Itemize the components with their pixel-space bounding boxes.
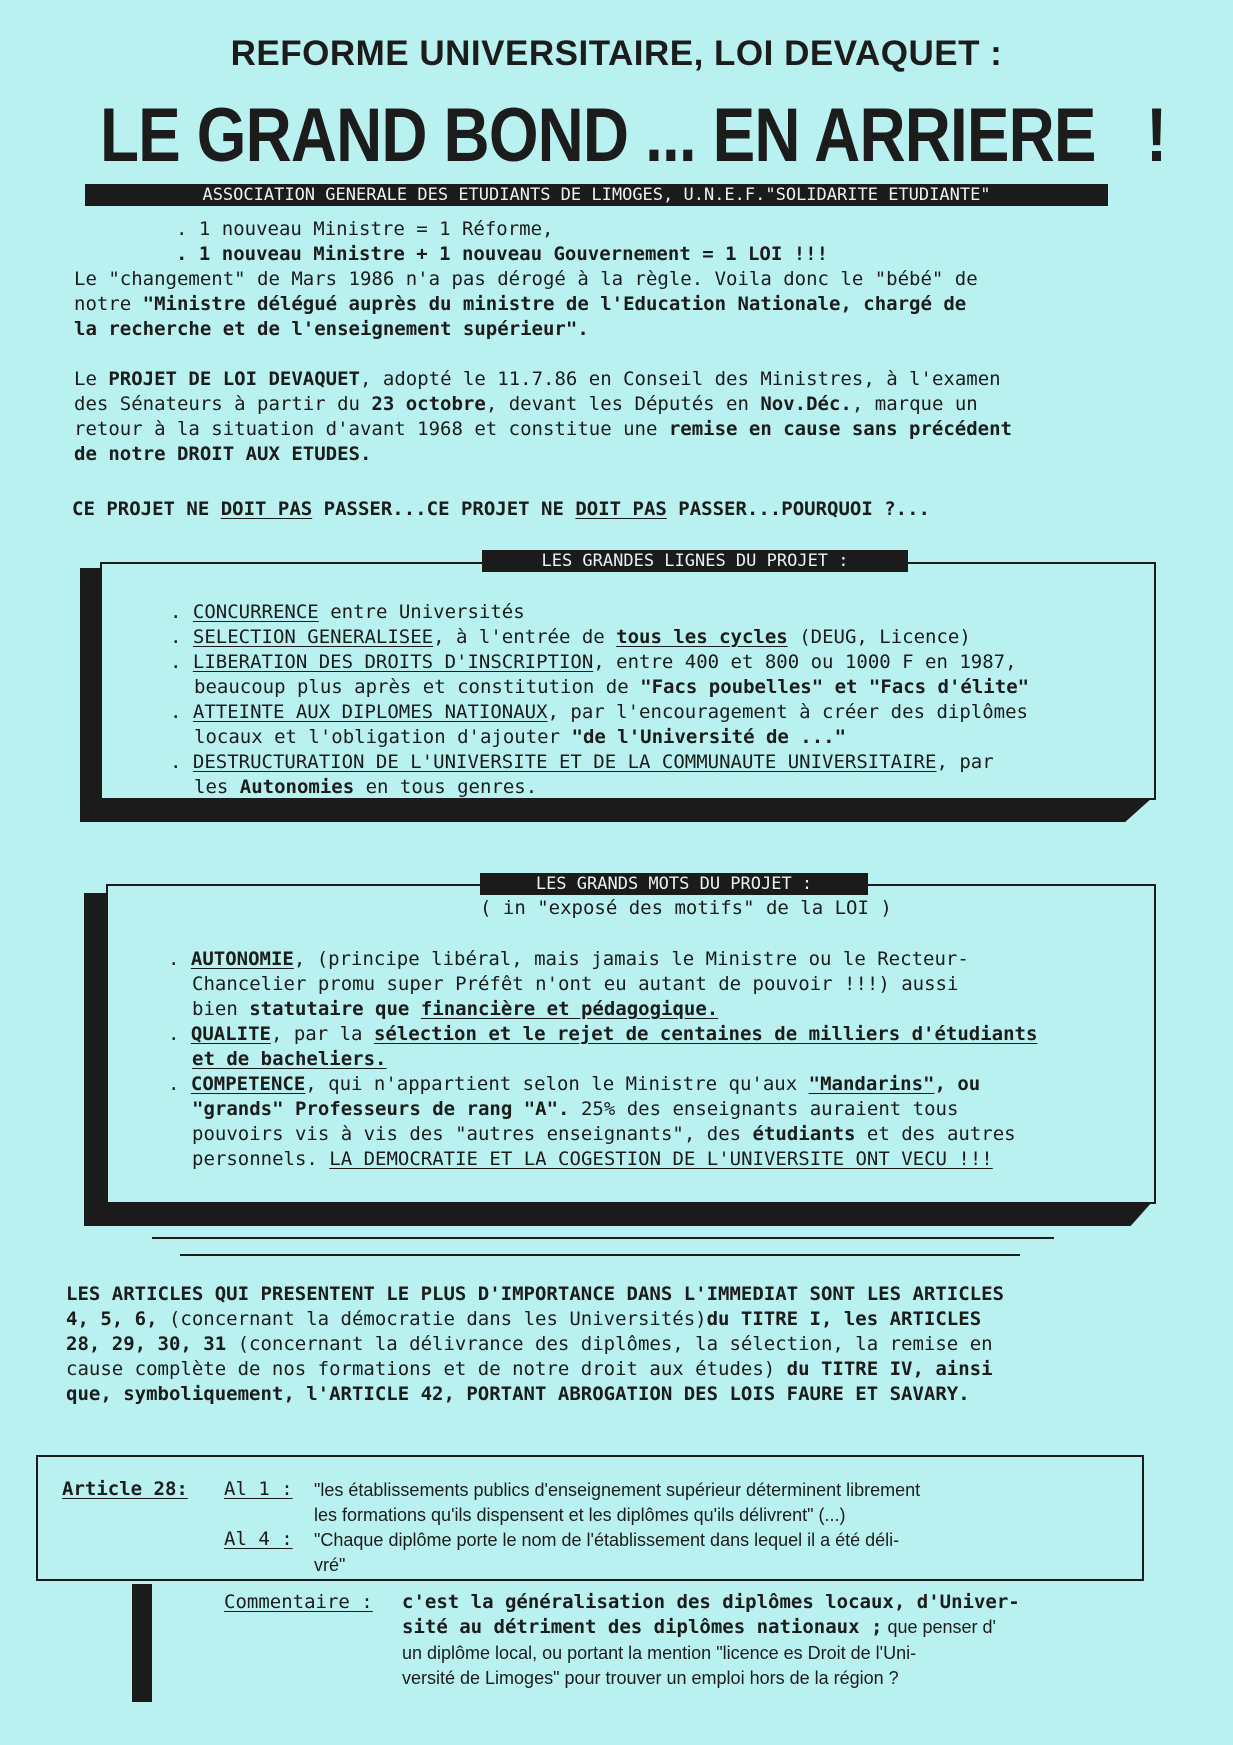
item-text: entre Universités bbox=[318, 601, 525, 623]
headline-exclaim: ! bbox=[1146, 93, 1167, 178]
bullet: . bbox=[170, 601, 182, 623]
articles-text: (concernant la démocratie dans les Universités) bbox=[157, 1308, 707, 1330]
articles-numbers-2: 28, 29, 30, 31 bbox=[66, 1333, 227, 1355]
item-emphasis-mid: et bbox=[823, 676, 869, 698]
item-underlined: LA DEMOCRATIE ET LA COGESTION DE L'UNIVERSITE ONT VECU !!! bbox=[329, 1148, 993, 1170]
item-text: , à l'entrée de bbox=[433, 626, 617, 648]
item-text: 25% des enseignants auraient tous bbox=[569, 1098, 959, 1120]
headline-line1: REFORME UNIVERSITAIRE, LOI DEVAQUET : bbox=[230, 34, 1003, 73]
item-emphasis-underlined: et de bacheliers. bbox=[192, 1048, 387, 1070]
item-heading: CONCURRENCE bbox=[192, 601, 319, 623]
item-emphasis-underlined: sélection et le rejet de centaines de milliers d'étudiants bbox=[373, 1023, 1038, 1045]
article28-al1-line1: "les établissements publics d'enseignement supérieur déterminent librement bbox=[314, 1480, 921, 1500]
bullet: . bbox=[168, 948, 180, 970]
intro-p1-ministre: "Ministre délégué auprès du ministre de l'Education Nationale, chargé de bbox=[142, 293, 967, 315]
comment-label bbox=[224, 1590, 373, 1615]
grandes-lignes-item-liberation bbox=[170, 650, 1017, 675]
articles-titre4: du TITRE IV, ainsi bbox=[786, 1358, 993, 1380]
item-heading: ATTEINTE AUX DIPLOMES NATIONAUX bbox=[192, 701, 548, 723]
intro-paragraph2-line2 bbox=[74, 392, 978, 417]
comment-text: que penser d' bbox=[882, 1617, 996, 1637]
grandes-lignes-item-diplomes-cont bbox=[194, 725, 846, 750]
article28-al4-line2: vré" bbox=[314, 1555, 346, 1575]
bullet: . bbox=[170, 701, 182, 723]
item-heading: SELECTION GENERALISEE bbox=[192, 626, 434, 648]
item-emphasis-2: "Facs d'élite" bbox=[868, 676, 1030, 698]
item-text: , (principe libéral, mais jamais le Ministre ou le Recteur- bbox=[293, 948, 969, 970]
comment-side-bar bbox=[132, 1584, 152, 1702]
separator-line-1 bbox=[152, 1237, 1054, 1239]
article28-al1-line2: les formations qu'ils dispensent et les diplômes qu'ils délivrent" (...) bbox=[314, 1505, 846, 1525]
grandes-lignes-item-concurrence bbox=[170, 600, 525, 625]
intro-p2-pre: Le bbox=[74, 368, 109, 390]
comment-line2 bbox=[402, 1615, 996, 1640]
articles-numbers-1: 4, 5, 6, bbox=[66, 1308, 158, 1330]
intro-p2-projet: PROJET DE LOI DEVAQUET bbox=[108, 368, 360, 390]
article28-al4-line1: "Chaque diplôme porte le nom de l'établissement dans lequel il a été déli- bbox=[314, 1530, 900, 1550]
bullet: . bbox=[170, 626, 182, 648]
box1-top-border-left bbox=[100, 562, 482, 564]
comment-line3: un diplôme local, ou portant la mention "licence es Droit de l'Uni- bbox=[402, 1643, 917, 1663]
intro-paragraph1-line2 bbox=[74, 292, 966, 317]
item-emphasis: "grands" Professeurs de rang "A". bbox=[192, 1098, 570, 1120]
article28-al4-label bbox=[224, 1527, 293, 1552]
slogan bbox=[72, 497, 930, 522]
intro-equation-2-text: . 1 nouveau Ministre + 1 nouveau Gouvernement = 1 LOI !!! bbox=[176, 243, 829, 265]
item-text: locaux et l'obligation d'ajouter bbox=[194, 726, 572, 748]
item-text: les bbox=[194, 776, 240, 798]
item-text-end: et des autres bbox=[855, 1123, 1016, 1145]
comment-bold-1: c'est la généralisation des diplômes locaux, d'Univer- bbox=[402, 1591, 1020, 1613]
articles-titre1: du TITRE I, les ARTICLES bbox=[706, 1308, 982, 1330]
item-heading: LIBERATION DES DROITS D'INSCRIPTION bbox=[192, 651, 594, 673]
articles-article42: que, symboliquement, l'ARTICLE 42, PORTANT ABROGATION DES LOIS FAURE ET SAVARY. bbox=[66, 1383, 970, 1405]
grands-mots-item-qualite-cont bbox=[192, 1047, 386, 1072]
article28-title bbox=[62, 1477, 188, 1502]
slogan-underlined-2: DOIT PAS bbox=[575, 498, 667, 520]
item-emphasis: , ou bbox=[934, 1073, 981, 1095]
item-emphasis-underlined: "Mandarins" bbox=[808, 1073, 935, 1095]
item-emphasis: statutaire que bbox=[249, 998, 410, 1020]
item-emphasis-1: "Facs poubelles" bbox=[640, 676, 824, 698]
intro-paragraph2-line4 bbox=[74, 442, 371, 467]
box1-shadow-bottom bbox=[80, 798, 1152, 822]
intro-paragraph1-line3 bbox=[74, 317, 589, 342]
item-text: pouvoirs vis à vis des "autres enseignants", des bbox=[192, 1123, 753, 1145]
grandes-lignes-label: LES GRANDES LIGNES DU PROJET : bbox=[482, 550, 908, 572]
slogan-part3: PASSER...POURQUOI ?... bbox=[666, 498, 930, 520]
grands-mots-item-competence-cont3 bbox=[192, 1147, 993, 1172]
bullet: . bbox=[170, 751, 182, 773]
slogan-part1: CE PROJET NE bbox=[72, 498, 221, 520]
grands-mots-item-qualite bbox=[168, 1022, 1037, 1047]
articles-line4 bbox=[66, 1357, 993, 1382]
articles-line3 bbox=[66, 1332, 993, 1357]
article28-al1-label bbox=[224, 1477, 293, 1502]
headline-main-text: LE GRAND BOND ... EN ARRIERE bbox=[100, 93, 1096, 178]
articles-line2 bbox=[66, 1307, 981, 1332]
comment-bold-2: sité au détriment des diplômes nationaux ; bbox=[402, 1616, 883, 1638]
slogan-part2: PASSER...CE PROJET NE bbox=[312, 498, 576, 520]
item-text: , par bbox=[936, 751, 994, 773]
grands-mots-subtitle: ( in "exposé des motifs" de la LOI ) bbox=[480, 897, 892, 919]
articles-heading: LES ARTICLES QUI PRESENTENT LE PLUS D'IMPORTANCE DANS L'IMMEDIAT SONT LES ARTICLES bbox=[66, 1283, 1004, 1305]
item-emphasis: "de l'Université de ..." bbox=[571, 726, 847, 748]
item-text: , par l'encouragement à créer des diplômes bbox=[547, 701, 1028, 723]
item-text: , entre 400 et 800 ou 1000 F en 1987, bbox=[593, 651, 1017, 673]
intro-p2b-novdec: Nov.Déc. bbox=[760, 393, 852, 415]
intro-p2c-pre: retour à la situation d'avant 1968 et constitue une bbox=[74, 418, 669, 440]
articles-text: cause complète de nos formations et de notre droit aux études) bbox=[66, 1358, 787, 1380]
intro-paragraph2-line1 bbox=[74, 367, 1001, 392]
item-text: beaucoup plus après et constitution de bbox=[194, 676, 641, 698]
item-text: personnels. bbox=[192, 1148, 330, 1170]
item-heading: COMPETENCE bbox=[190, 1073, 306, 1095]
intro-p2b-pre: des Sénateurs à partir du bbox=[74, 393, 372, 415]
intro-equation-2 bbox=[176, 242, 828, 267]
separator-line-2 bbox=[180, 1254, 1020, 1256]
grandes-lignes-item-selection bbox=[170, 625, 971, 650]
item-heading: QUALITE bbox=[190, 1023, 271, 1045]
item-emphasis: tous les cycles bbox=[616, 626, 788, 648]
grandes-lignes-item-liberation-cont bbox=[194, 675, 1029, 700]
grands-mots-item-autonomie-cont1: Chancelier promu super Préfêt n'ont eu autant de pouvoir !!!) aussi bbox=[192, 973, 959, 995]
association-banner: ASSOCIATION GENERALE DES ETUDIANTS DE LIMOGES, U.N.E.F."SOLIDARITE ETUDIANTE" bbox=[85, 184, 1108, 206]
item-heading: DESTRUCTURATION DE L'UNIVERSITE ET DE LA COMMUNAUTE UNIVERSITAIRE bbox=[192, 751, 937, 773]
articles-line5 bbox=[66, 1382, 970, 1407]
grands-mots-item-competence-cont1 bbox=[192, 1097, 958, 1122]
bullet: . bbox=[168, 1023, 180, 1045]
item-text: , qui n'appartient selon le Ministre qu'aux bbox=[305, 1073, 809, 1095]
intro-equation-1: . 1 nouveau Ministre = 1 Réforme, bbox=[176, 218, 554, 240]
headline-main bbox=[100, 92, 1166, 179]
grands-mots-label: LES GRANDS MOTS DU PROJET : bbox=[480, 873, 868, 895]
box2-top-border-right bbox=[868, 884, 1154, 886]
item-emphasis: étudiants bbox=[752, 1123, 856, 1145]
item-text-end: (DEUG, Licence) bbox=[787, 626, 971, 648]
item-emphasis: Autonomies bbox=[239, 776, 355, 798]
intro-p2b-mid: , devant les Députés en bbox=[485, 393, 761, 415]
slogan-underlined-1: DOIT PAS bbox=[220, 498, 313, 520]
intro-p2-post: , adopté le 11.7.86 en Conseil des Ministres, à l'examen bbox=[360, 368, 1001, 390]
box2-shadow-bottom bbox=[84, 1202, 1152, 1226]
articles-text: (concernant la délivrance des diplômes, la sélection, la remise en bbox=[226, 1333, 993, 1355]
intro-p2b-date: 23 octobre bbox=[371, 393, 486, 415]
intro-p2d-droit: de notre DROIT AUX ETUDES. bbox=[74, 443, 372, 465]
article28-title-text: Article 28: bbox=[62, 1478, 188, 1500]
comment-label-text: Commentaire : bbox=[224, 1591, 373, 1613]
grands-mots-item-autonomie-cont2 bbox=[192, 997, 718, 1022]
bullet: . bbox=[168, 1073, 180, 1095]
grands-mots-item-competence bbox=[168, 1072, 980, 1097]
intro-p2c-remise: remise en cause sans précédent bbox=[668, 418, 1012, 440]
comment-line1 bbox=[402, 1590, 1020, 1615]
al4-label-text: Al 4 : bbox=[224, 1528, 293, 1550]
intro-p2b-post: , marque un bbox=[851, 393, 978, 415]
intro-p1-ministre-end: la recherche et de l'enseignement supérieur". bbox=[74, 318, 589, 340]
item-text: bien bbox=[192, 998, 250, 1020]
item-emphasis-underlined: financière et pédagogique. bbox=[420, 998, 719, 1020]
box2-shadow-left bbox=[84, 893, 108, 1226]
grands-mots-item-autonomie bbox=[168, 947, 969, 972]
intro-p1-pre: notre bbox=[74, 293, 143, 315]
grandes-lignes-item-destructuration bbox=[170, 750, 994, 775]
comment-line4: versité de Limoges" pour trouver un emploi hors de la région ? bbox=[402, 1668, 899, 1688]
grands-mots-item-competence-cont2 bbox=[192, 1122, 1016, 1147]
box1-shadow-left bbox=[80, 568, 102, 822]
articles-line1 bbox=[66, 1282, 1004, 1307]
item-text-end: en tous genres. bbox=[354, 776, 538, 798]
item-heading: AUTONOMIE bbox=[190, 948, 294, 970]
box2-top-border-left bbox=[106, 884, 480, 886]
box1-top-border-right bbox=[908, 562, 1154, 564]
bullet: . bbox=[170, 651, 182, 673]
grandes-lignes-item-diplomes bbox=[170, 700, 1028, 725]
grandes-lignes-item-destructuration-cont bbox=[194, 775, 537, 800]
item-text: , par la bbox=[270, 1023, 374, 1045]
intro-paragraph2-line3 bbox=[74, 417, 1012, 442]
al1-label-text: Al 1 : bbox=[224, 1478, 293, 1500]
intro-paragraph1-line1: Le "changement" de Mars 1986 n'a pas dérogé à la règle. Voila donc le "bébé" de bbox=[74, 268, 978, 290]
